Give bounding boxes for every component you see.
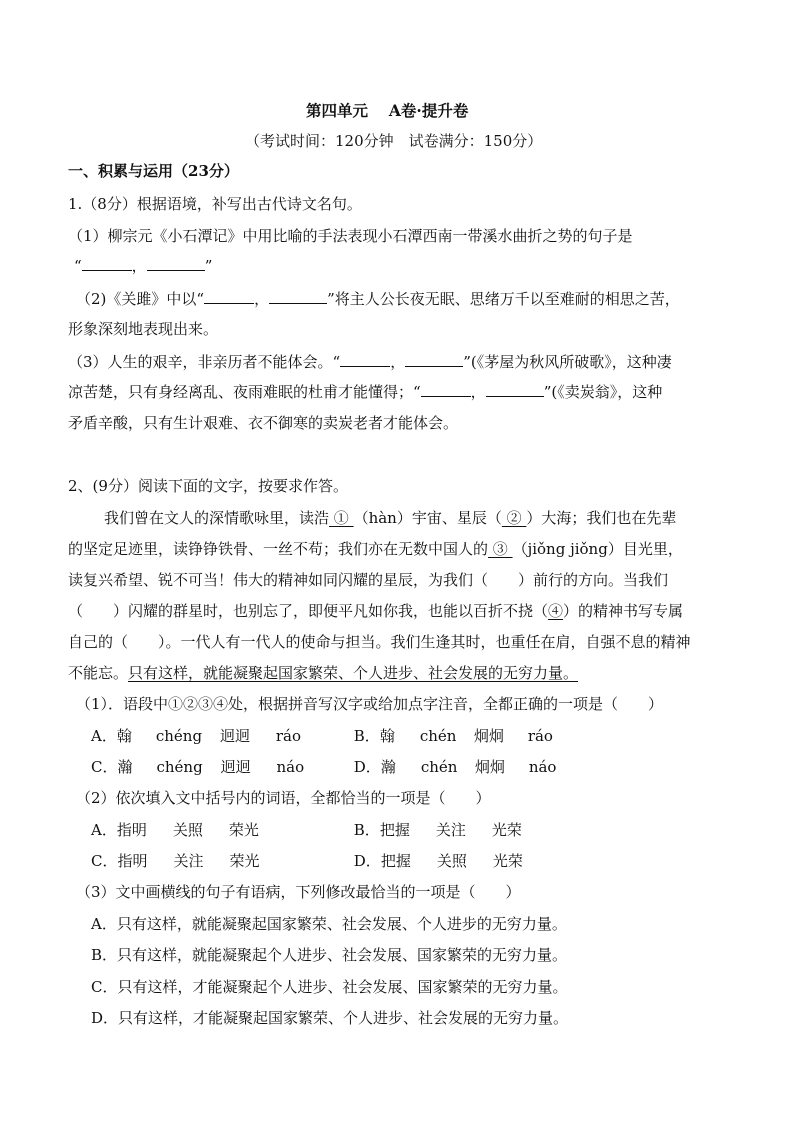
option-part: 炯炯	[474, 758, 505, 776]
option-part: 荣光	[228, 821, 259, 839]
option-c[interactable]: C．只有这样，才能凝聚起个人进步、社会发展、国家繁荣的无穷力量。	[91, 978, 568, 996]
option-part: 把握	[380, 852, 411, 870]
comma: ，	[390, 353, 406, 371]
option-part: chéng	[156, 758, 203, 776]
answer-blank[interactable]	[82, 256, 132, 271]
option-part: 关注	[173, 852, 204, 870]
page-subtitle: （考试时间：120分钟 试卷满分：150分）	[245, 132, 543, 150]
marker-2: ②	[501, 509, 527, 527]
text: ”将主人公长夜无眠、思绪万千以至难耐的相思之苦，	[327, 290, 680, 308]
option-part: 指明	[117, 852, 148, 870]
option-part: 瀚	[117, 758, 133, 776]
text: 凉苦楚，只有身经离乱、夜雨难眠的杜甫才能懂得；“	[68, 383, 421, 401]
passage-line-3: 读复兴希望、锐不可当！伟大的精神如同闪耀的星辰，为我们（ ）前行的方向。当我们	[68, 571, 669, 589]
option-row	[91, 851, 523, 871]
q1-part2-line2: 形象深刻地表现出来。	[68, 320, 219, 338]
option-part: ráo	[527, 727, 553, 745]
option-b[interactable]	[349, 727, 553, 745]
option-part: 翰	[379, 727, 395, 745]
text: 我们曾在文人的深情歌咏里，读浩	[104, 509, 330, 527]
text: （2)《关雎》中以“	[76, 290, 205, 308]
marker-3: ③	[488, 540, 513, 558]
option-c[interactable]	[91, 757, 349, 777]
option-label: D．	[353, 758, 381, 776]
option-row	[91, 757, 556, 777]
q1-part1-text: （1）柳宗元《小石潭记》中用比喻的手法表现小石潭西南一带溪水曲折之势的句子是	[68, 227, 633, 245]
question-2-stem: 2、(9分）阅读下面的文字，按要求作答。	[68, 477, 348, 495]
text: （ ）闪耀的群星时，也别忘了，即便平凡如你我，也能以百折不挠（	[68, 602, 549, 620]
option-part: 迥迥	[220, 758, 251, 776]
marker-4: ④	[548, 602, 564, 620]
question-1-stem: 1.（8分）根据语境，补写出古代诗文名句。	[68, 195, 362, 213]
option-part: 光荣	[492, 852, 523, 870]
option-part: 指明	[116, 821, 147, 839]
answer-blank[interactable]	[204, 289, 254, 304]
option-label: B．	[353, 821, 380, 839]
option-label: A．	[91, 821, 117, 839]
page-title: 第四单元 A卷·提升卷	[306, 101, 469, 120]
q1-part3-line2	[68, 382, 662, 402]
answer-blank[interactable]	[421, 382, 471, 397]
option-part: 荣光	[229, 852, 260, 870]
passage-line-4	[68, 601, 683, 621]
underlined-sentence: 只有这样，就能凝聚起国家繁荣、个人进步、社会发展的无穷力量。	[128, 664, 579, 682]
option-part: 关照	[172, 821, 203, 839]
option-d[interactable]: D．只有这样，才能凝聚起国家繁荣、个人进步、社会发展的无穷力量。	[91, 1009, 569, 1027]
option-label: D．	[353, 852, 381, 870]
answer-blank[interactable]	[147, 256, 205, 271]
quote-open: “	[74, 257, 82, 275]
option-label: B．	[353, 727, 380, 745]
option-part: 瀚	[380, 758, 396, 776]
section-heading: 一、积累与运用（23分）	[68, 162, 239, 180]
passage-line-2	[68, 539, 683, 559]
text: ）的精神书写专属	[563, 602, 684, 620]
answer-blank[interactable]	[340, 352, 390, 367]
option-part: 关注	[435, 821, 466, 839]
answer-blank[interactable]	[269, 289, 327, 304]
comma: ，	[470, 383, 486, 401]
q1-part1-blanks	[74, 256, 212, 276]
option-part: 光荣	[491, 821, 522, 839]
option-label: C．	[91, 758, 118, 776]
option-a[interactable]	[91, 820, 349, 840]
option-c[interactable]	[91, 851, 349, 871]
marker-1: ①	[329, 509, 354, 527]
option-part: chéng	[155, 727, 203, 745]
passage-line-1	[104, 508, 676, 528]
option-part: chén	[420, 758, 458, 776]
option-part: 迥迥	[219, 727, 250, 745]
option-part: 把握	[379, 821, 410, 839]
answer-blank[interactable]	[405, 352, 463, 367]
option-row	[91, 820, 522, 840]
option-label: C．	[91, 852, 118, 870]
text: 不能忘。	[68, 664, 129, 682]
text: 的坚定足迹里，读铮铮铁骨、一丝不苟；我们亦在无数中国人的	[68, 540, 489, 558]
q1-part3-line3: 矛盾辛酸，只有生计艰难、衣不御寒的卖炭老者才能体会。	[68, 414, 459, 432]
option-part: náo	[276, 758, 305, 776]
subquestion-1: （1）．语段中①②③④处，根据拼音写汉字或给加点字注音，全都正确的一项是（ ）	[76, 695, 664, 713]
text: ”(《茅屋为秋风所破歌》，这种凄	[463, 353, 672, 371]
q1-part2-line1	[76, 289, 680, 309]
option-part: 炯炯	[473, 727, 504, 745]
option-part: 翰	[116, 727, 132, 745]
q1-part3-line1	[68, 352, 672, 372]
option-part: náo	[528, 758, 557, 776]
text: ”(《卖炭翁》，这种	[543, 383, 663, 401]
option-a[interactable]: A．只有这样，就能凝聚起国家繁荣、社会发展、个人进步的无穷力量。	[91, 915, 567, 933]
text: ）大海；我们也在先辈	[526, 509, 677, 527]
answer-blank[interactable]	[486, 382, 544, 397]
option-b[interactable]: B．只有这样，就能凝聚起个人进步、社会发展、国家繁荣的无穷力量。	[91, 946, 568, 964]
comma: ，	[254, 290, 270, 308]
option-d[interactable]	[349, 852, 523, 870]
subquestion-2: （2）依次填入文中括号内的词语，全都恰当的一项是（ ）	[76, 789, 491, 807]
option-label: A．	[91, 727, 117, 745]
option-b[interactable]	[349, 821, 522, 839]
option-d[interactable]	[349, 758, 556, 776]
option-part: chén	[419, 727, 457, 745]
subquestion-3: （3）文中画横线的句子有语病，下列修改最恰当的一项是（ ）	[76, 883, 521, 901]
text: （3）人生的艰辛，非亲历者不能体会。“	[68, 353, 341, 371]
text: （jiǒng jiǒng）目光里，	[512, 540, 683, 558]
option-a[interactable]	[91, 726, 349, 746]
option-part: 关照	[436, 852, 467, 870]
text: （hàn）宇宙、星辰（	[353, 509, 502, 527]
quote-close: ”	[204, 257, 213, 275]
option-row	[91, 726, 553, 746]
comma: ，	[131, 257, 147, 275]
passage-line-5: 自己的（ ）。一代人有一代人的使命与担当。我们生逢其时，也重任在肩，自强不息的精神	[68, 633, 691, 651]
passage-line-6	[68, 663, 578, 683]
option-part: ráo	[275, 727, 301, 745]
